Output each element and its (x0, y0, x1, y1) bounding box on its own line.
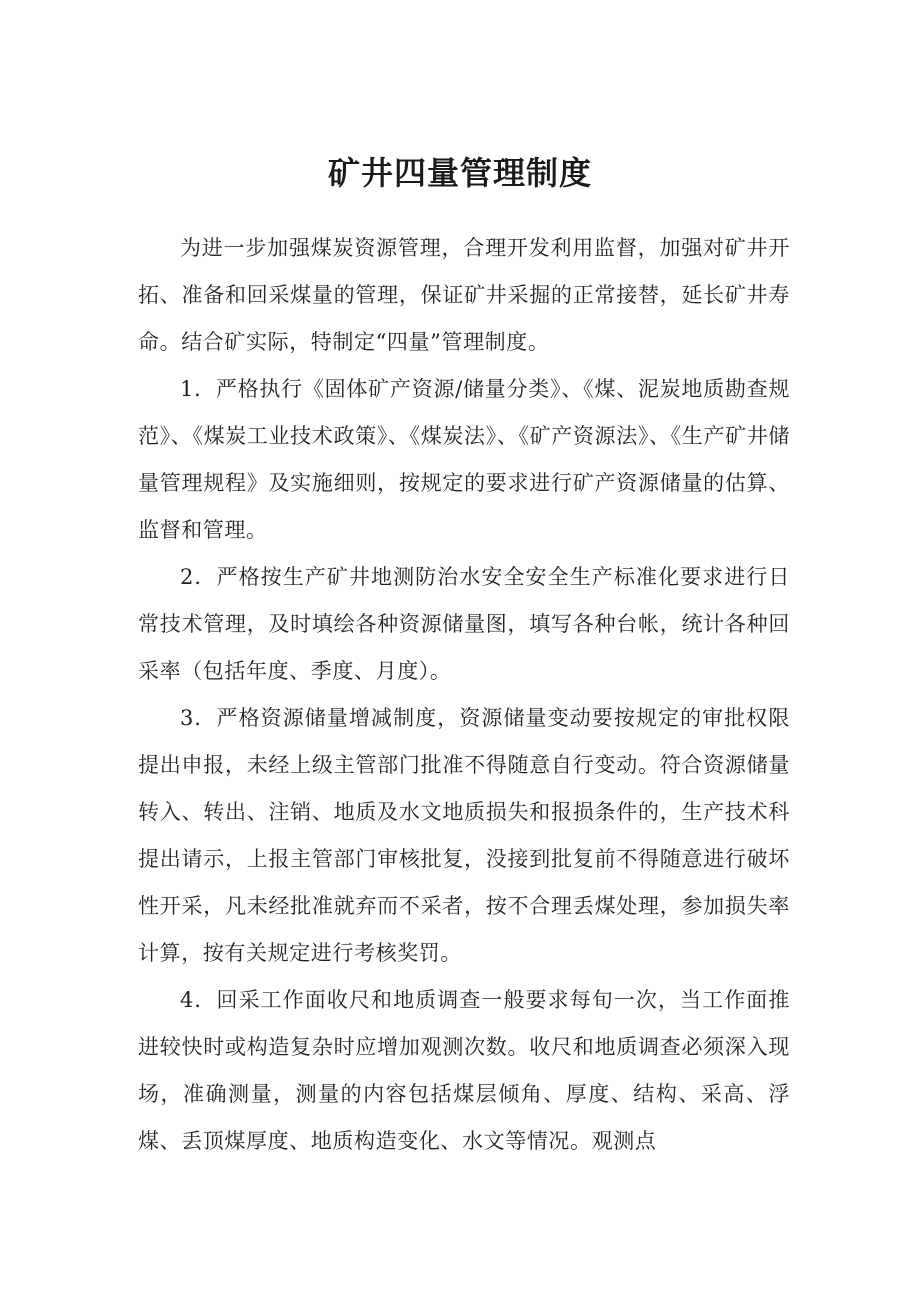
document-body (138, 225, 790, 1165)
paragraph-item-4: 4．回采工作面收尺和地质调查一般要求每旬一次，当工作面推进较快时或构造复杂时应增加观测次数。收尺和地质调查必须深入现场，准确测量，测量的内容包括煤层倾角、厚度、结构、采高、浮煤、丢顶煤厚度、地质构造变化、水文等情况。观测点 (138, 988, 790, 1153)
paragraph-item-2: 2．严格按生产矿井地测防治水安全安全生产标准化要求进行日常技术管理，及时填绘各种资源储量图，填写各种台帐，统计各种回采率（包括年度、季度、月度）。 (138, 565, 790, 683)
document-title: 矿井四量管理制度 (327, 154, 592, 192)
paragraph-intro: 为进一步加强煤炭资源管理，合理开发利用监督，加强对矿井开拓、准备和回采煤量的管理，保证矿井采掘的正常接替，延长矿井寿命。结合矿实际，特制定“四量”管理制度。 (138, 236, 790, 354)
paragraph-item-1: 1．严格执行《固体矿产资源/储量分类》、《煤、泥炭地质勘查规范》、《煤炭工业技术政策》、《煤炭法》、《矿产资源法》、《生产矿井储量管理规程》及实施细则，按规定的要求进行矿产资源储量的估算、监督和管理。 (138, 377, 790, 542)
paragraph-item-3: 3．严格资源储量增减制度，资源储量变动要按规定的审批权限提出申报，未经上级主管部门批准不得随意自行变动。符合资源储量转入、转出、注销、地质及水文地质损失和报损条件的，生产技术科提出请示，上报主管部门审核批复，没接到批复前不得随意进行破坏性开采，凡未经批准就弃而不采者，按不合理丢煤处理，参加损失率计算，按有关规定进行考核奖罚。 (138, 706, 790, 965)
